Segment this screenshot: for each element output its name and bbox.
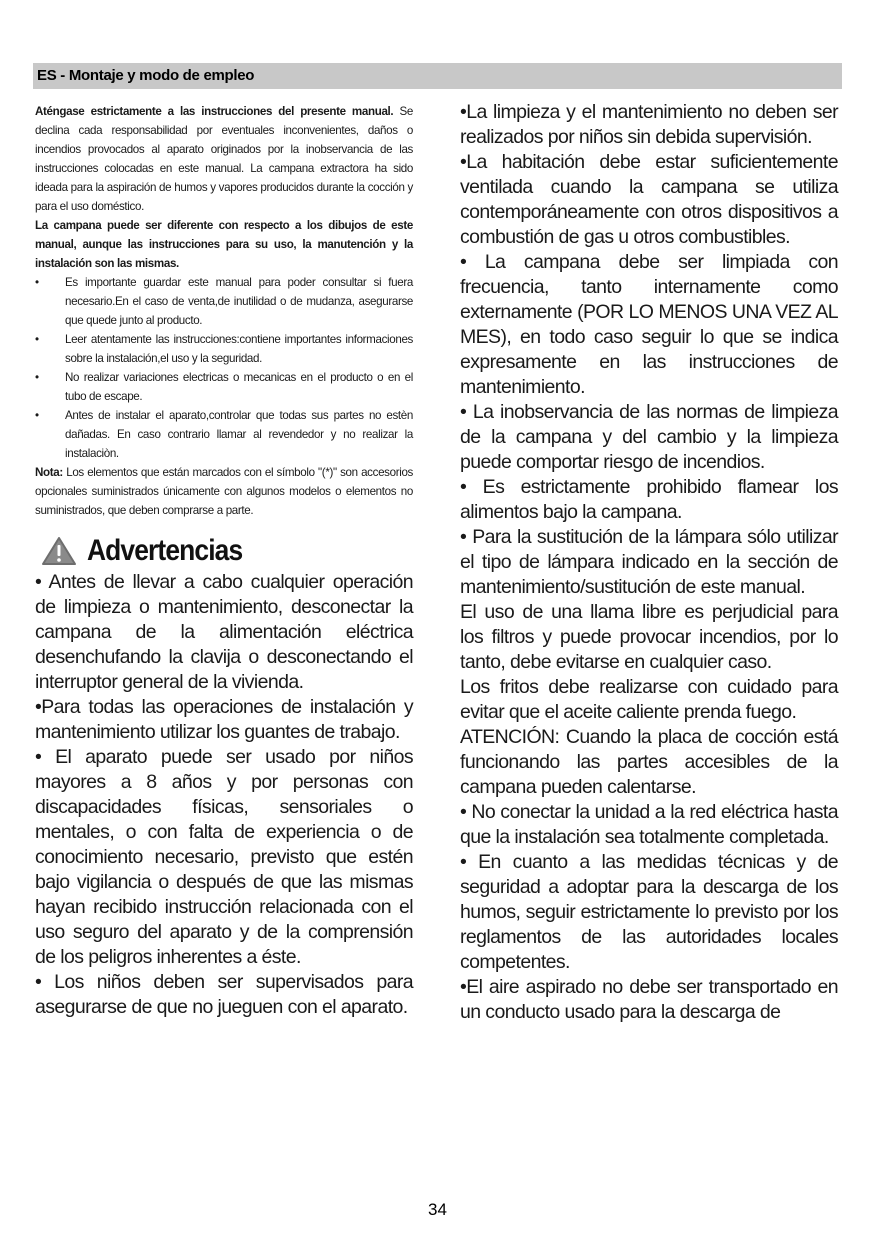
- warnings-title: Advertencias: [87, 534, 243, 567]
- note-label: Nota:: [35, 466, 63, 479]
- warning-paragraph: El uso de una llama libre es perjudicial para los filtros y puede provocar incendios, por lo tanto, debe evitarse en cualquier caso.: [460, 601, 838, 673]
- warning-paragraph: Los fritos debe realizarse con cuidado para evitar que el aceite caliente prenda fuego.: [460, 676, 838, 723]
- warning-paragraph: •La limpieza y el mantenimiento no deben ser realizados por niños sin debida supervisión.: [460, 101, 838, 148]
- list-item: [35, 406, 413, 463]
- intro-paragraph: [35, 102, 413, 216]
- list-item-text: Leer atentamente las instrucciones:contiene importantes informaciones sobre la instalación,el uso y la seguridad.: [65, 333, 413, 365]
- note-paragraph: [35, 463, 413, 520]
- intro-bullet-list: [35, 273, 413, 463]
- page-number: 34: [428, 1200, 447, 1219]
- warning-paragraph: • Es estrictamente prohibido flamear los alimentos bajo la campana.: [460, 476, 838, 523]
- bullet-dot: •: [35, 409, 39, 422]
- warning-paragraph: •Para todas las operaciones de instalación y mantenimiento utilizar los guantes de trabajo.: [35, 696, 413, 743]
- right-column: [460, 100, 838, 1025]
- warning-paragraph: • Los niños deben ser supervisados para asegurarse de que no jueguen con el aparato.: [35, 971, 413, 1018]
- warning-paragraph: • En cuanto a las medidas técnicas y de seguridad a adoptar para la descarga de los humos, seguir estrictamente lo previsto por los reglamentos de las autoridades locales competentes.: [460, 851, 838, 973]
- warning-paragraph: • Para la sustitución de la lámpara sólo utilizar el tipo de lámpara indicado en la sección de mantenimiento/sustitución de este manual.: [460, 526, 838, 598]
- list-item: [35, 330, 413, 368]
- warning-triangle-icon: [41, 536, 77, 566]
- warnings-heading: [35, 534, 413, 568]
- intro-bold-text: La campana puede ser diferente con respecto a los dibujos de este manual, aunque las instrucciones para su uso, la manutención y la instalación son las mismas.: [35, 219, 413, 270]
- intro-text: Se declina cada responsabilidad por eventuales inconvenientes, daños o incendios provocados al aparato originados por la inobservancia de las instrucciones colocadas en este manual. La campana extractora ha sido ideada para la aspiración de humos y vapores producidos durante la cocción y para el uso doméstico.: [35, 105, 413, 213]
- warning-paragraph: • La campana debe ser limpiada con frecuencia, tanto internamente como externamente (POR LO MENOS UNA VEZ AL MES), en todo caso seguir lo que se indica expresamente en las instrucciones de mantenimiento.: [460, 251, 838, 398]
- bullet-dot: •: [35, 371, 39, 384]
- left-column: [35, 102, 413, 1020]
- warning-paragraph: • El aparato puede ser usado por niños mayores a 8 años y por personas con discapacidades físicas, sensoriales o mentales, o con falta de experiencia o de conocimiento necesario, previsto que estén bajo vigilancia o después de que las mismas hayan recibido instrucción relacionada con el uso seguro del aparato y de la comprensión de los peligros inherentes a éste.: [35, 746, 413, 968]
- warning-paragraph: •El aire aspirado no debe ser transportado en un conducto usado para la descarga de: [460, 976, 838, 1023]
- warning-paragraph: • Antes de llevar a cabo cualquier operación de limpieza o mantenimiento, desconectar la campana de la alimentación eléctrica desenchufando la clavija o desconectando el interruptor general de la vivienda.: [35, 571, 413, 693]
- bullet-dot: •: [35, 333, 39, 346]
- list-item: [35, 368, 413, 406]
- warning-paragraph: •La habitación debe estar suficientemente ventilada cuando la campana se utiliza contemporáneamente con otros dispositivos a combustión de gas u otros combustibles.: [460, 151, 838, 248]
- list-item-text: Es importante guardar este manual para poder consultar si fuera necesario.En el caso de venta,de inutilidad o de mudanza, asegurarse que quede junto al producto.: [65, 276, 413, 327]
- warning-paragraph: • La inobservancia de las normas de limpieza de la campana y del cambio y la limpieza puede comportar riesgo de incendios.: [460, 401, 838, 473]
- warning-paragraph: ATENCIÓN: Cuando la placa de cocción está funcionando las partes accesibles de la campana pueden calentarse.: [460, 726, 838, 798]
- intro-bold-paragraph: [35, 216, 413, 273]
- warning-paragraph: • No conectar la unidad a la red eléctrica hasta que la instalación sea totalmente completada.: [460, 801, 838, 848]
- bullet-dot: •: [35, 276, 39, 289]
- list-item-text: No realizar variaciones electricas o mecanicas en el producto o en el tubo de escape.: [65, 371, 413, 403]
- list-item: [35, 273, 413, 330]
- section-header: ES - Montaje y modo de empleo: [33, 63, 842, 89]
- list-item-text: Antes de instalar el aparato,controlar que todas sus partes no estèn dañadas. En caso contrario llamar al revendedor y no realizar la instalaciòn.: [65, 409, 413, 460]
- note-text: Los elementos que están marcados con el símbolo "(*)" son accesorios opcionales suministrados únicamente con algunos modelos o elementos no suministrados, que deben comprarse a parte.: [35, 466, 413, 517]
- intro-bold-lead: Aténgase estrictamente a las instrucciones del presente manual.: [35, 105, 394, 118]
